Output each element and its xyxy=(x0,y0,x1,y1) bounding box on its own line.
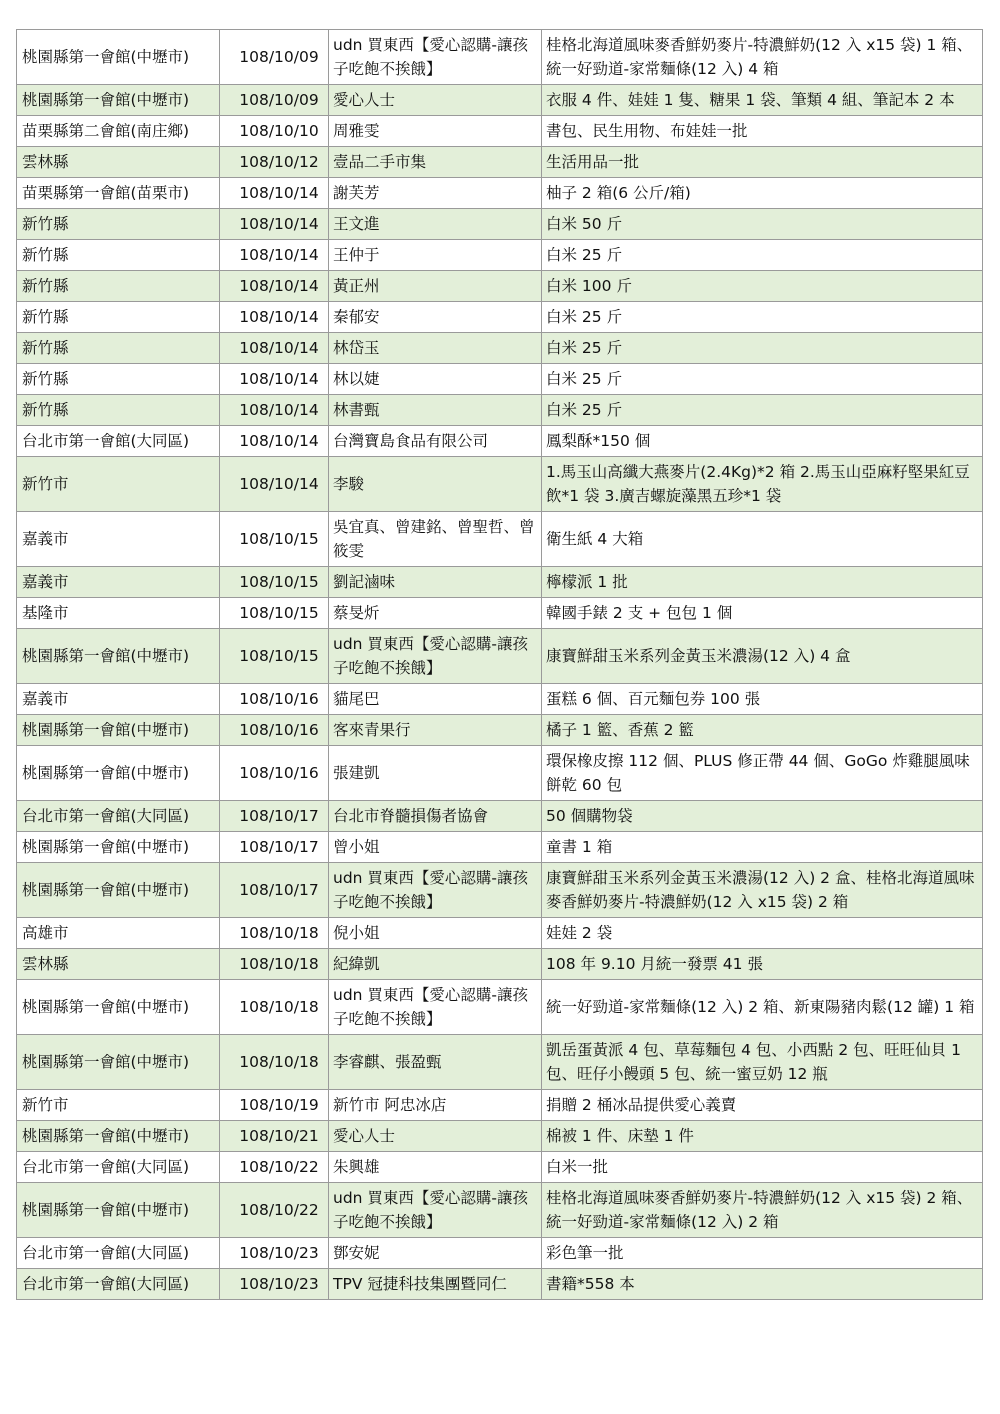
date-cell: 108/10/14 xyxy=(220,426,329,457)
location-cell: 基隆市 xyxy=(17,598,220,629)
items-cell: 白米 25 斤 xyxy=(542,395,983,426)
table-row xyxy=(17,395,983,426)
items-cell: 白米 25 斤 xyxy=(542,240,983,271)
table-row xyxy=(17,116,983,147)
date-cell: 108/10/22 xyxy=(220,1152,329,1183)
donor-cell: udn 買東西【愛心認購-讓孩子吃飽不挨餓】 xyxy=(329,629,542,684)
date-cell: 108/10/17 xyxy=(220,801,329,832)
date-cell: 108/10/16 xyxy=(220,684,329,715)
items-cell: 50 個購物袋 xyxy=(542,801,983,832)
table-row xyxy=(17,598,983,629)
donor-cell: udn 買東西【愛心認購-讓孩子吃飽不挨餓】 xyxy=(329,863,542,918)
donor-cell: 吳宜真、曾建銘、曾聖哲、曾筱雯 xyxy=(329,512,542,567)
donor-cell: 林以婕 xyxy=(329,364,542,395)
location-cell: 新竹縣 xyxy=(17,240,220,271)
location-cell: 雲林縣 xyxy=(17,147,220,178)
date-cell: 108/10/14 xyxy=(220,395,329,426)
location-cell: 台北市第一會館(大同區) xyxy=(17,1269,220,1300)
donor-cell: 周雅雯 xyxy=(329,116,542,147)
date-cell: 108/10/14 xyxy=(220,271,329,302)
date-cell: 108/10/16 xyxy=(220,746,329,801)
table-row xyxy=(17,918,983,949)
items-cell: 108 年 9.10 月統一發票 41 張 xyxy=(542,949,983,980)
date-cell: 108/10/14 xyxy=(220,364,329,395)
location-cell: 新竹市 xyxy=(17,1090,220,1121)
donor-cell: 台灣寶島食品有限公司 xyxy=(329,426,542,457)
donor-cell: 秦郁安 xyxy=(329,302,542,333)
location-cell: 台北市第一會館(大同區) xyxy=(17,801,220,832)
location-cell: 桃園縣第一會館(中壢市) xyxy=(17,85,220,116)
items-cell: 韓國手錶 2 支 + 包包 1 個 xyxy=(542,598,983,629)
donor-cell: 貓尾巴 xyxy=(329,684,542,715)
items-cell: 彩色筆一批 xyxy=(542,1238,983,1269)
donor-cell: 曾小姐 xyxy=(329,832,542,863)
donor-cell: 黃正州 xyxy=(329,271,542,302)
donor-cell: 愛心人士 xyxy=(329,85,542,116)
table-row xyxy=(17,271,983,302)
items-cell: 桂格北海道風味麥香鮮奶麥片-特濃鮮奶(12 入 x15 袋) 1 箱、統一好勁道-家常麵條(12 入) 4 箱 xyxy=(542,30,983,85)
items-cell: 白米 100 斤 xyxy=(542,271,983,302)
items-cell: 童書 1 箱 xyxy=(542,832,983,863)
location-cell: 桃園縣第一會館(中壢市) xyxy=(17,30,220,85)
table-row xyxy=(17,1183,983,1238)
table-row xyxy=(17,863,983,918)
location-cell: 新竹市 xyxy=(17,457,220,512)
date-cell: 108/10/10 xyxy=(220,116,329,147)
location-cell: 台北市第一會館(大同區) xyxy=(17,426,220,457)
table-row xyxy=(17,302,983,333)
donor-cell: 倪小姐 xyxy=(329,918,542,949)
date-cell: 108/10/15 xyxy=(220,598,329,629)
donor-cell: 蔡旻炘 xyxy=(329,598,542,629)
location-cell: 高雄市 xyxy=(17,918,220,949)
date-cell: 108/10/18 xyxy=(220,918,329,949)
location-cell: 雲林縣 xyxy=(17,949,220,980)
table-row xyxy=(17,178,983,209)
donation-table xyxy=(16,29,983,1300)
table-row xyxy=(17,85,983,116)
date-cell: 108/10/14 xyxy=(220,178,329,209)
donor-cell: 李駿 xyxy=(329,457,542,512)
date-cell: 108/10/09 xyxy=(220,85,329,116)
date-cell: 108/10/15 xyxy=(220,629,329,684)
donor-cell: 王文進 xyxy=(329,209,542,240)
items-cell: 棉被 1 件、床墊 1 件 xyxy=(542,1121,983,1152)
table-row xyxy=(17,1238,983,1269)
items-cell: 白米 50 斤 xyxy=(542,209,983,240)
table-row xyxy=(17,457,983,512)
location-cell: 嘉義市 xyxy=(17,684,220,715)
location-cell: 桃園縣第一會館(中壢市) xyxy=(17,629,220,684)
table-row xyxy=(17,746,983,801)
date-cell: 108/10/14 xyxy=(220,457,329,512)
donation-table-body xyxy=(17,30,983,1300)
date-cell: 108/10/18 xyxy=(220,949,329,980)
items-cell: 書包、民生用物、布娃娃一批 xyxy=(542,116,983,147)
items-cell: 統一好勁道-家常麵條(12 入) 2 箱、新東陽豬肉鬆(12 罐) 1 箱 xyxy=(542,980,983,1035)
items-cell: 凱岳蛋黃派 4 包、草莓麵包 4 包、小西點 2 包、旺旺仙貝 1 包、旺仔小饅頭 5 包、統一蜜豆奶 12 瓶 xyxy=(542,1035,983,1090)
donor-cell: 鄧安妮 xyxy=(329,1238,542,1269)
donation-table-container xyxy=(16,29,982,1300)
table-row xyxy=(17,832,983,863)
items-cell: 生活用品一批 xyxy=(542,147,983,178)
donor-cell: 朱興雄 xyxy=(329,1152,542,1183)
items-cell: 1.馬玉山高纖大燕麥片(2.4Kg)*2 箱 2.馬玉山亞麻籽堅果紅豆飲*1 袋 3.廣吉螺旋藻黑五珍*1 袋 xyxy=(542,457,983,512)
table-row xyxy=(17,684,983,715)
items-cell: 娃娃 2 袋 xyxy=(542,918,983,949)
location-cell: 新竹縣 xyxy=(17,333,220,364)
items-cell: 白米 25 斤 xyxy=(542,302,983,333)
location-cell: 桃園縣第一會館(中壢市) xyxy=(17,715,220,746)
date-cell: 108/10/22 xyxy=(220,1183,329,1238)
location-cell: 桃園縣第一會館(中壢市) xyxy=(17,863,220,918)
items-cell: 衣服 4 件、娃娃 1 隻、糖果 1 袋、筆類 4 組、筆記本 2 本 xyxy=(542,85,983,116)
date-cell: 108/10/12 xyxy=(220,147,329,178)
items-cell: 桂格北海道風味麥香鮮奶麥片-特濃鮮奶(12 入 x15 袋) 2 箱、統一好勁道-家常麵條(12 入) 2 箱 xyxy=(542,1183,983,1238)
items-cell: 書籍*558 本 xyxy=(542,1269,983,1300)
date-cell: 108/10/14 xyxy=(220,333,329,364)
table-row xyxy=(17,980,983,1035)
items-cell: 白米 25 斤 xyxy=(542,364,983,395)
donor-cell: 新竹市 阿忠冰店 xyxy=(329,1090,542,1121)
table-row xyxy=(17,1035,983,1090)
donor-cell: 台北市脊髓損傷者協會 xyxy=(329,801,542,832)
table-row xyxy=(17,1152,983,1183)
location-cell: 桃園縣第一會館(中壢市) xyxy=(17,980,220,1035)
location-cell: 桃園縣第一會館(中壢市) xyxy=(17,832,220,863)
table-row xyxy=(17,567,983,598)
donor-cell: udn 買東西【愛心認購-讓孩子吃飽不挨餓】 xyxy=(329,1183,542,1238)
table-row xyxy=(17,801,983,832)
donor-cell: 林書甄 xyxy=(329,395,542,426)
donor-cell: udn 買東西【愛心認購-讓孩子吃飽不挨餓】 xyxy=(329,30,542,85)
table-row xyxy=(17,949,983,980)
donor-cell: 王仲于 xyxy=(329,240,542,271)
date-cell: 108/10/23 xyxy=(220,1269,329,1300)
items-cell: 白米一批 xyxy=(542,1152,983,1183)
items-cell: 蛋糕 6 個、百元麵包券 100 張 xyxy=(542,684,983,715)
table-row xyxy=(17,426,983,457)
table-row xyxy=(17,333,983,364)
donor-cell: 謝芙芳 xyxy=(329,178,542,209)
table-row xyxy=(17,715,983,746)
location-cell: 台北市第一會館(大同區) xyxy=(17,1152,220,1183)
table-row xyxy=(17,147,983,178)
items-cell: 衛生紙 4 大箱 xyxy=(542,512,983,567)
date-cell: 108/10/17 xyxy=(220,832,329,863)
table-row xyxy=(17,240,983,271)
donor-cell: 林岱玉 xyxy=(329,333,542,364)
donor-cell: 劉記滷味 xyxy=(329,567,542,598)
items-cell: 康寶鮮甜玉米系列金黃玉米濃湯(12 入) 4 盒 xyxy=(542,629,983,684)
location-cell: 桃園縣第一會館(中壢市) xyxy=(17,1183,220,1238)
location-cell: 新竹縣 xyxy=(17,302,220,333)
donor-cell: 李睿麒、張盈甄 xyxy=(329,1035,542,1090)
date-cell: 108/10/17 xyxy=(220,863,329,918)
table-row xyxy=(17,629,983,684)
table-row xyxy=(17,209,983,240)
items-cell: 白米 25 斤 xyxy=(542,333,983,364)
table-row xyxy=(17,364,983,395)
location-cell: 桃園縣第一會館(中壢市) xyxy=(17,1121,220,1152)
location-cell: 台北市第一會館(大同區) xyxy=(17,1238,220,1269)
location-cell: 苗栗縣第二會館(南庄鄉) xyxy=(17,116,220,147)
location-cell: 嘉義市 xyxy=(17,567,220,598)
donor-cell: 張建凱 xyxy=(329,746,542,801)
donor-cell: 壹品二手市集 xyxy=(329,147,542,178)
date-cell: 108/10/14 xyxy=(220,209,329,240)
date-cell: 108/10/18 xyxy=(220,980,329,1035)
location-cell: 苗栗縣第一會館(苗栗市) xyxy=(17,178,220,209)
items-cell: 柚子 2 箱(6 公斤/箱) xyxy=(542,178,983,209)
date-cell: 108/10/15 xyxy=(220,512,329,567)
donor-cell: udn 買東西【愛心認購-讓孩子吃飽不挨餓】 xyxy=(329,980,542,1035)
location-cell: 新竹縣 xyxy=(17,271,220,302)
donor-cell: 愛心人士 xyxy=(329,1121,542,1152)
items-cell: 環保橡皮擦 112 個、PLUS 修正帶 44 個、GoGo 炸雞腿風味餅乾 60 包 xyxy=(542,746,983,801)
table-row xyxy=(17,30,983,85)
table-row xyxy=(17,1269,983,1300)
date-cell: 108/10/14 xyxy=(220,302,329,333)
date-cell: 108/10/18 xyxy=(220,1035,329,1090)
table-row xyxy=(17,1121,983,1152)
location-cell: 桃園縣第一會館(中壢市) xyxy=(17,746,220,801)
date-cell: 108/10/16 xyxy=(220,715,329,746)
donor-cell: TPV 冠捷科技集團暨同仁 xyxy=(329,1269,542,1300)
table-row xyxy=(17,512,983,567)
location-cell: 桃園縣第一會館(中壢市) xyxy=(17,1035,220,1090)
donor-cell: 紀緯凱 xyxy=(329,949,542,980)
donor-cell: 客來青果行 xyxy=(329,715,542,746)
items-cell: 捐贈 2 桶冰品提供愛心義賣 xyxy=(542,1090,983,1121)
location-cell: 新竹縣 xyxy=(17,209,220,240)
location-cell: 新竹縣 xyxy=(17,364,220,395)
date-cell: 108/10/23 xyxy=(220,1238,329,1269)
date-cell: 108/10/14 xyxy=(220,240,329,271)
items-cell: 橘子 1 籃、香蕉 2 籃 xyxy=(542,715,983,746)
date-cell: 108/10/19 xyxy=(220,1090,329,1121)
date-cell: 108/10/15 xyxy=(220,567,329,598)
items-cell: 檸檬派 1 批 xyxy=(542,567,983,598)
location-cell: 新竹縣 xyxy=(17,395,220,426)
items-cell: 康寶鮮甜玉米系列金黃玉米濃湯(12 入) 2 盒、桂格北海道風味麥香鮮奶麥片-特濃鮮奶(12 入 x15 袋) 2 箱 xyxy=(542,863,983,918)
table-row xyxy=(17,1090,983,1121)
date-cell: 108/10/21 xyxy=(220,1121,329,1152)
location-cell: 嘉義市 xyxy=(17,512,220,567)
items-cell: 鳳梨酥*150 個 xyxy=(542,426,983,457)
date-cell: 108/10/09 xyxy=(220,30,329,85)
